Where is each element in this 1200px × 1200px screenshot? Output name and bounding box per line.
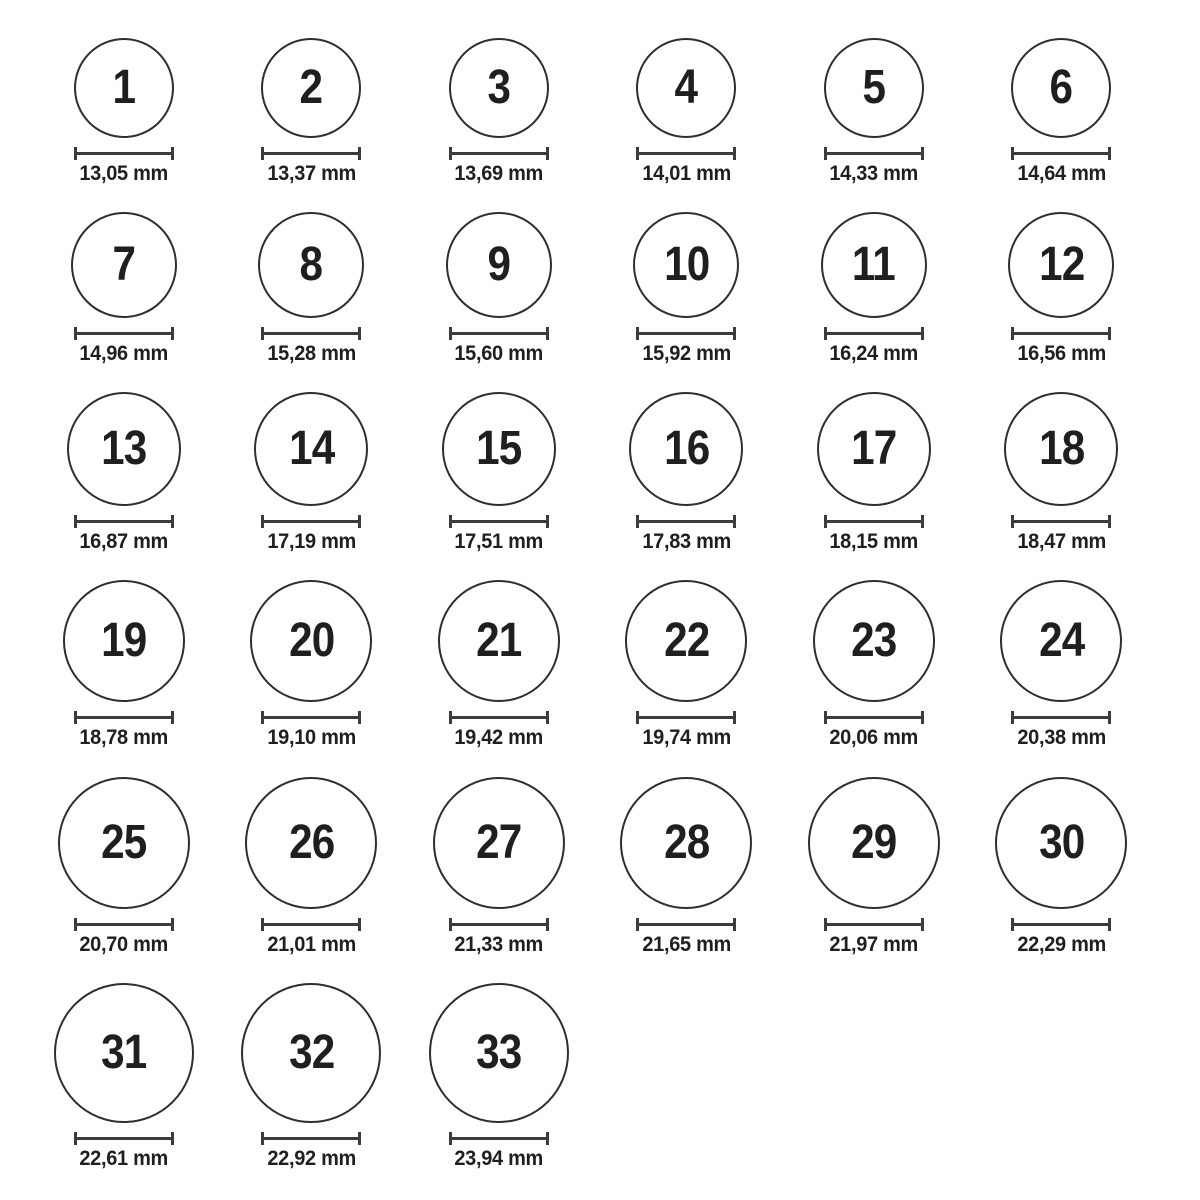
ring-size-number: 22 — [663, 614, 709, 668]
ring-size-item — [218, 212, 406, 366]
ring-circle — [245, 777, 377, 909]
diameter-label: 16,24 mm — [829, 342, 919, 366]
ring-circle — [1000, 580, 1122, 702]
ring-size-item — [968, 212, 1156, 366]
ring-circle — [1008, 212, 1114, 318]
ring-size-item — [780, 38, 968, 186]
ring-size-item — [593, 777, 781, 957]
ring-size-number: 25 — [101, 815, 147, 869]
ring-size-item — [593, 38, 781, 186]
diameter-label: 16,56 mm — [1016, 342, 1106, 366]
ring-circle — [63, 580, 185, 702]
diameter-label: 22,92 mm — [266, 1146, 356, 1170]
diameter-measure-line — [449, 918, 549, 931]
diameter-label: 21,01 mm — [266, 932, 356, 956]
ring-size-number: 19 — [101, 614, 147, 668]
ring-circle — [821, 212, 927, 318]
ring-size-number: 24 — [1038, 614, 1084, 668]
ring-circle — [261, 38, 361, 138]
ring-circle — [58, 777, 190, 909]
ring-size-number: 5 — [862, 61, 886, 114]
ring-size-number: 26 — [288, 815, 334, 869]
ring-circle — [625, 580, 747, 702]
diameter-label: 21,33 mm — [454, 932, 544, 956]
ring-size-item — [593, 580, 781, 750]
diameter-measure-line — [74, 711, 174, 724]
ring-size-item — [968, 392, 1156, 554]
diameter-measure-line — [1011, 711, 1111, 724]
diameter-measure-line — [824, 147, 924, 160]
ring-size-number: 29 — [851, 815, 897, 869]
diameter-measure-line — [824, 327, 924, 340]
diameter-label: 18,47 mm — [1016, 530, 1106, 554]
ring-circle — [629, 392, 743, 506]
ring-circle — [1004, 392, 1118, 506]
ring-size-item — [30, 580, 218, 750]
diameter-label: 19,74 mm — [641, 726, 731, 750]
ring-size-number: 11 — [852, 238, 896, 292]
ring-circle — [250, 580, 372, 702]
diameter-label: 20,06 mm — [829, 726, 919, 750]
ring-circle — [433, 777, 565, 909]
ring-size-item — [30, 392, 218, 554]
ring-circle — [442, 392, 556, 506]
ring-size-item — [968, 777, 1156, 957]
diameter-measure-line — [636, 711, 736, 724]
diameter-measure-line — [636, 515, 736, 528]
diameter-label: 20,38 mm — [1016, 726, 1106, 750]
ring-size-number: 13 — [101, 422, 147, 476]
diameter-measure-line — [449, 147, 549, 160]
diameter-measure-line — [261, 327, 361, 340]
diameter-label: 23,94 mm — [454, 1146, 544, 1170]
diameter-label: 13,37 mm — [266, 162, 356, 185]
ring-size-number: 31 — [101, 1025, 147, 1079]
diameter-measure-line — [261, 147, 361, 160]
ring-size-number: 8 — [299, 238, 323, 292]
ring-size-number: 2 — [299, 61, 323, 114]
diameter-label: 18,78 mm — [79, 726, 169, 750]
diameter-measure-line — [261, 711, 361, 724]
ring-size-item — [780, 580, 968, 750]
ring-size-number: 15 — [476, 422, 522, 476]
diameter-measure-line — [74, 918, 174, 931]
diameter-measure-line — [636, 147, 736, 160]
diameter-label: 22,29 mm — [1016, 932, 1106, 956]
ring-size-item — [780, 392, 968, 554]
ring-size-number: 4 — [674, 61, 698, 114]
ring-size-number: 6 — [1049, 61, 1073, 114]
ring-size-number: 27 — [476, 815, 522, 869]
ring-size-item — [30, 777, 218, 957]
ring-size-item — [218, 38, 406, 186]
ring-circle — [74, 38, 174, 138]
ring-size-item — [218, 777, 406, 957]
ring-circle — [808, 777, 940, 909]
diameter-label: 13,69 mm — [454, 162, 544, 185]
size-row — [30, 212, 1170, 366]
diameter-label: 14,33 mm — [829, 162, 919, 185]
size-row — [30, 777, 1170, 957]
ring-size-item — [968, 38, 1156, 186]
ring-size-item — [405, 212, 593, 366]
diameter-measure-line — [636, 327, 736, 340]
diameter-measure-line — [1011, 515, 1111, 528]
ring-size-item — [780, 777, 968, 957]
diameter-measure-line — [449, 515, 549, 528]
diameter-label: 17,83 mm — [641, 530, 731, 554]
diameter-label: 19,42 mm — [454, 726, 544, 750]
diameter-label: 17,51 mm — [454, 530, 544, 554]
ring-circle — [258, 212, 364, 318]
ring-size-item — [780, 212, 968, 366]
size-row — [30, 580, 1170, 750]
diameter-measure-line — [1011, 918, 1111, 931]
ring-size-number: 10 — [663, 238, 709, 292]
diameter-label: 21,97 mm — [829, 932, 919, 956]
ring-size-item — [30, 983, 218, 1171]
ring-size-number: 21 — [476, 614, 522, 668]
diameter-measure-line — [449, 1132, 549, 1145]
size-row — [30, 38, 1170, 186]
diameter-measure-line — [636, 918, 736, 931]
ring-size-number: 33 — [476, 1025, 522, 1079]
diameter-measure-line — [1011, 147, 1111, 160]
ring-size-number: 28 — [663, 815, 709, 869]
diameter-measure-line — [449, 327, 549, 340]
ring-size-item — [968, 580, 1156, 750]
ring-size-item — [30, 212, 218, 366]
ring-circle — [449, 38, 549, 138]
ring-circle — [813, 580, 935, 702]
diameter-measure-line — [74, 515, 174, 528]
ring-circle — [636, 38, 736, 138]
diameter-measure-line — [449, 711, 549, 724]
ring-circle — [620, 777, 752, 909]
ring-circle — [633, 212, 739, 318]
diameter-label: 20,70 mm — [79, 932, 169, 956]
diameter-measure-line — [74, 327, 174, 340]
diameter-label: 15,60 mm — [454, 342, 544, 366]
ring-size-number: 17 — [851, 422, 897, 476]
diameter-measure-line — [1011, 327, 1111, 340]
diameter-label: 17,19 mm — [266, 530, 356, 554]
ring-size-item — [218, 392, 406, 554]
ring-circle — [995, 777, 1127, 909]
ring-circle — [824, 38, 924, 138]
ring-size-item — [405, 38, 593, 186]
size-row — [30, 983, 1170, 1171]
ring-circle — [254, 392, 368, 506]
ring-size-item — [405, 392, 593, 554]
ring-size-item — [593, 212, 781, 366]
diameter-measure-line — [261, 918, 361, 931]
ring-circle — [54, 983, 194, 1123]
ring-circle — [446, 212, 552, 318]
ring-circle — [438, 580, 560, 702]
diameter-label: 15,28 mm — [266, 342, 356, 366]
diameter-label: 16,87 mm — [79, 530, 169, 554]
ring-circle — [67, 392, 181, 506]
diameter-label: 22,61 mm — [79, 1146, 169, 1170]
ring-size-item — [218, 580, 406, 750]
diameter-label: 19,10 mm — [266, 726, 356, 750]
ring-size-item — [218, 983, 406, 1171]
ring-size-number: 18 — [1038, 422, 1084, 476]
ring-size-number: 12 — [1038, 238, 1084, 292]
ring-size-number: 1 — [112, 61, 136, 114]
diameter-measure-line — [74, 147, 174, 160]
diameter-measure-line — [824, 918, 924, 931]
diameter-label: 14,01 mm — [641, 162, 731, 185]
ring-size-item — [405, 777, 593, 957]
ring-size-number: 30 — [1038, 815, 1084, 869]
diameter-measure-line — [824, 515, 924, 528]
ring-circle — [241, 983, 381, 1123]
ring-circle — [1011, 38, 1111, 138]
diameter-label: 18,15 mm — [829, 530, 919, 554]
ring-circle — [817, 392, 931, 506]
ring-size-number: 9 — [487, 238, 511, 292]
size-row — [30, 392, 1170, 554]
diameter-label: 21,65 mm — [641, 932, 731, 956]
ring-size-item — [30, 38, 218, 186]
diameter-label: 15,92 mm — [641, 342, 731, 366]
ring-circle — [429, 983, 569, 1123]
diameter-label: 14,96 mm — [79, 342, 169, 366]
ring-circle — [71, 212, 177, 318]
diameter-measure-line — [74, 1132, 174, 1145]
diameter-label: 13,05 mm — [79, 162, 169, 185]
diameter-label: 14,64 mm — [1016, 162, 1106, 185]
ring-size-number: 7 — [112, 238, 136, 292]
ring-size-number: 32 — [288, 1025, 334, 1079]
ring-size-grid — [30, 38, 1170, 1171]
diameter-measure-line — [824, 711, 924, 724]
ring-size-item — [405, 983, 593, 1171]
ring-size-number: 14 — [288, 422, 334, 476]
diameter-measure-line — [261, 1132, 361, 1145]
ring-size-item — [593, 392, 781, 554]
ring-size-number: 23 — [851, 614, 897, 668]
ring-size-number: 3 — [487, 61, 511, 114]
diameter-measure-line — [261, 515, 361, 528]
ring-size-number: 20 — [288, 614, 334, 668]
ring-size-number: 16 — [663, 422, 709, 476]
ring-size-item — [405, 580, 593, 750]
